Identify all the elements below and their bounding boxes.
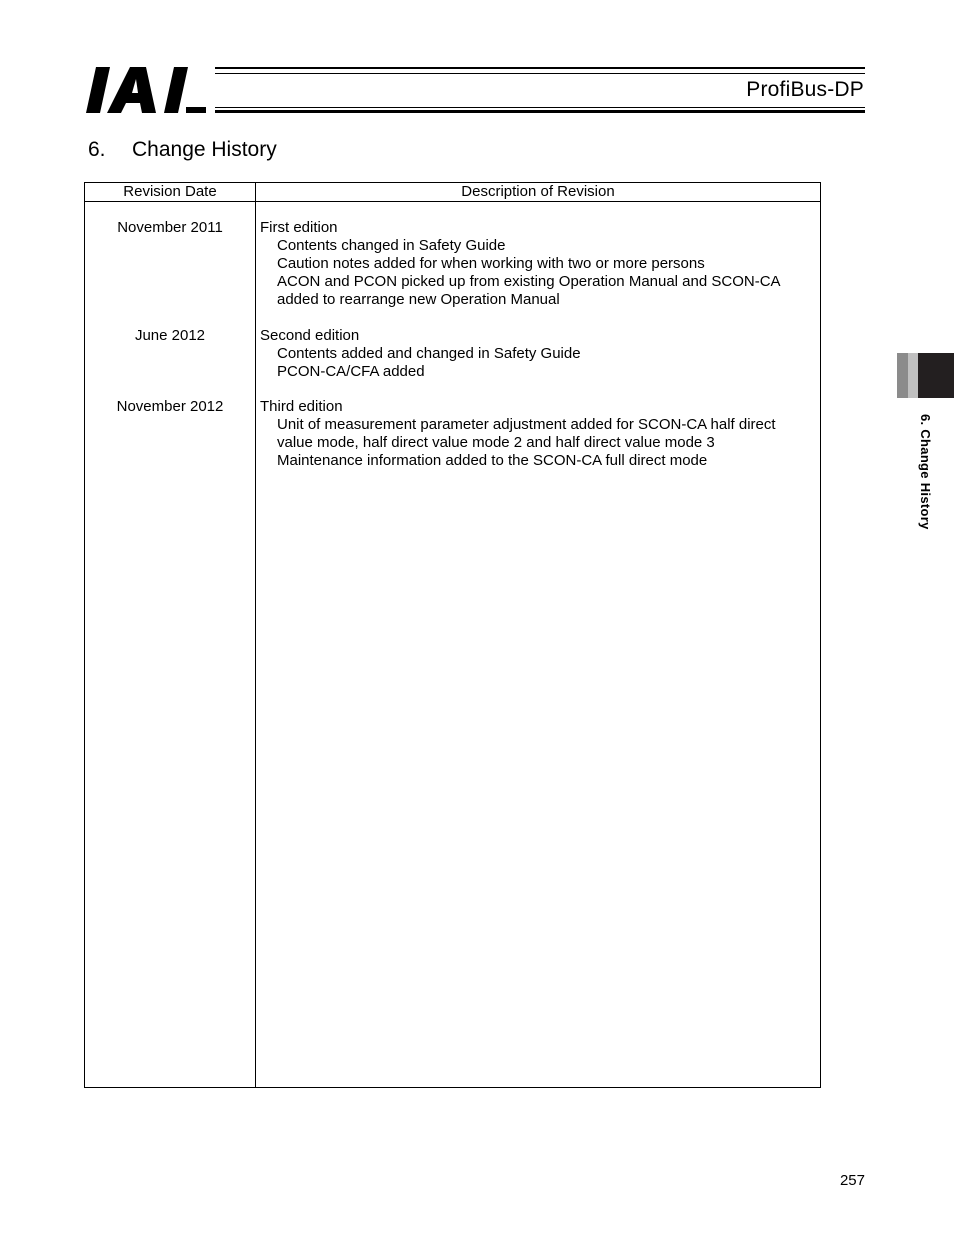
section-heading (88, 138, 277, 162)
column-header-description: Description of Revision (461, 183, 615, 200)
edition-label: Second edition (260, 327, 360, 344)
revision-description (260, 219, 812, 309)
revision-item: ACON and PCON picked up from existing Operation Manual and SCON-CA added to rearrange new Operation Manual (277, 273, 780, 308)
edition-label: First edition (260, 219, 338, 236)
edition-label: Third edition (260, 398, 343, 415)
column-header-date: Revision Date (123, 183, 217, 200)
revision-item: Maintenance information added to the SCON-CA full direct mode (277, 452, 708, 469)
revision-date: November 2011 (117, 219, 223, 236)
column-divider (255, 183, 256, 1087)
revision-description (260, 398, 812, 470)
revision-table (84, 182, 821, 1088)
revision-item: PCON-CA/CFA added (277, 363, 425, 380)
product-name: ProfiBus-DP (746, 78, 864, 101)
section-title: Change History (132, 138, 277, 161)
header-rule (215, 73, 865, 74)
iai-logo (86, 67, 206, 113)
chapter-tab-stripe (897, 353, 908, 398)
section-number: 6. (88, 138, 106, 161)
revision-item: Caution notes added for when working with two or more persons (277, 255, 705, 272)
header-rule (215, 110, 865, 113)
revision-description (260, 327, 812, 381)
header-divider (85, 201, 820, 202)
revision-date: June 2012 (134, 327, 206, 344)
chapter-tab (918, 353, 954, 398)
revision-item: Unit of measurement parameter adjustment added for SCON-CA half direct value mode, half direct value mode 2 and half direct value mode 3 (277, 416, 776, 451)
header-rule (215, 67, 865, 69)
header-rule (215, 107, 865, 108)
revision-item: Contents added and changed in Safety Guide (277, 345, 581, 362)
revision-date: November 2012 (116, 398, 224, 415)
revision-item: Contents changed in Safety Guide (277, 237, 506, 254)
page-number: 257 (839, 1172, 865, 1189)
side-chapter-label: 6. Change History (918, 414, 933, 530)
chapter-tab-stripe (908, 353, 918, 398)
